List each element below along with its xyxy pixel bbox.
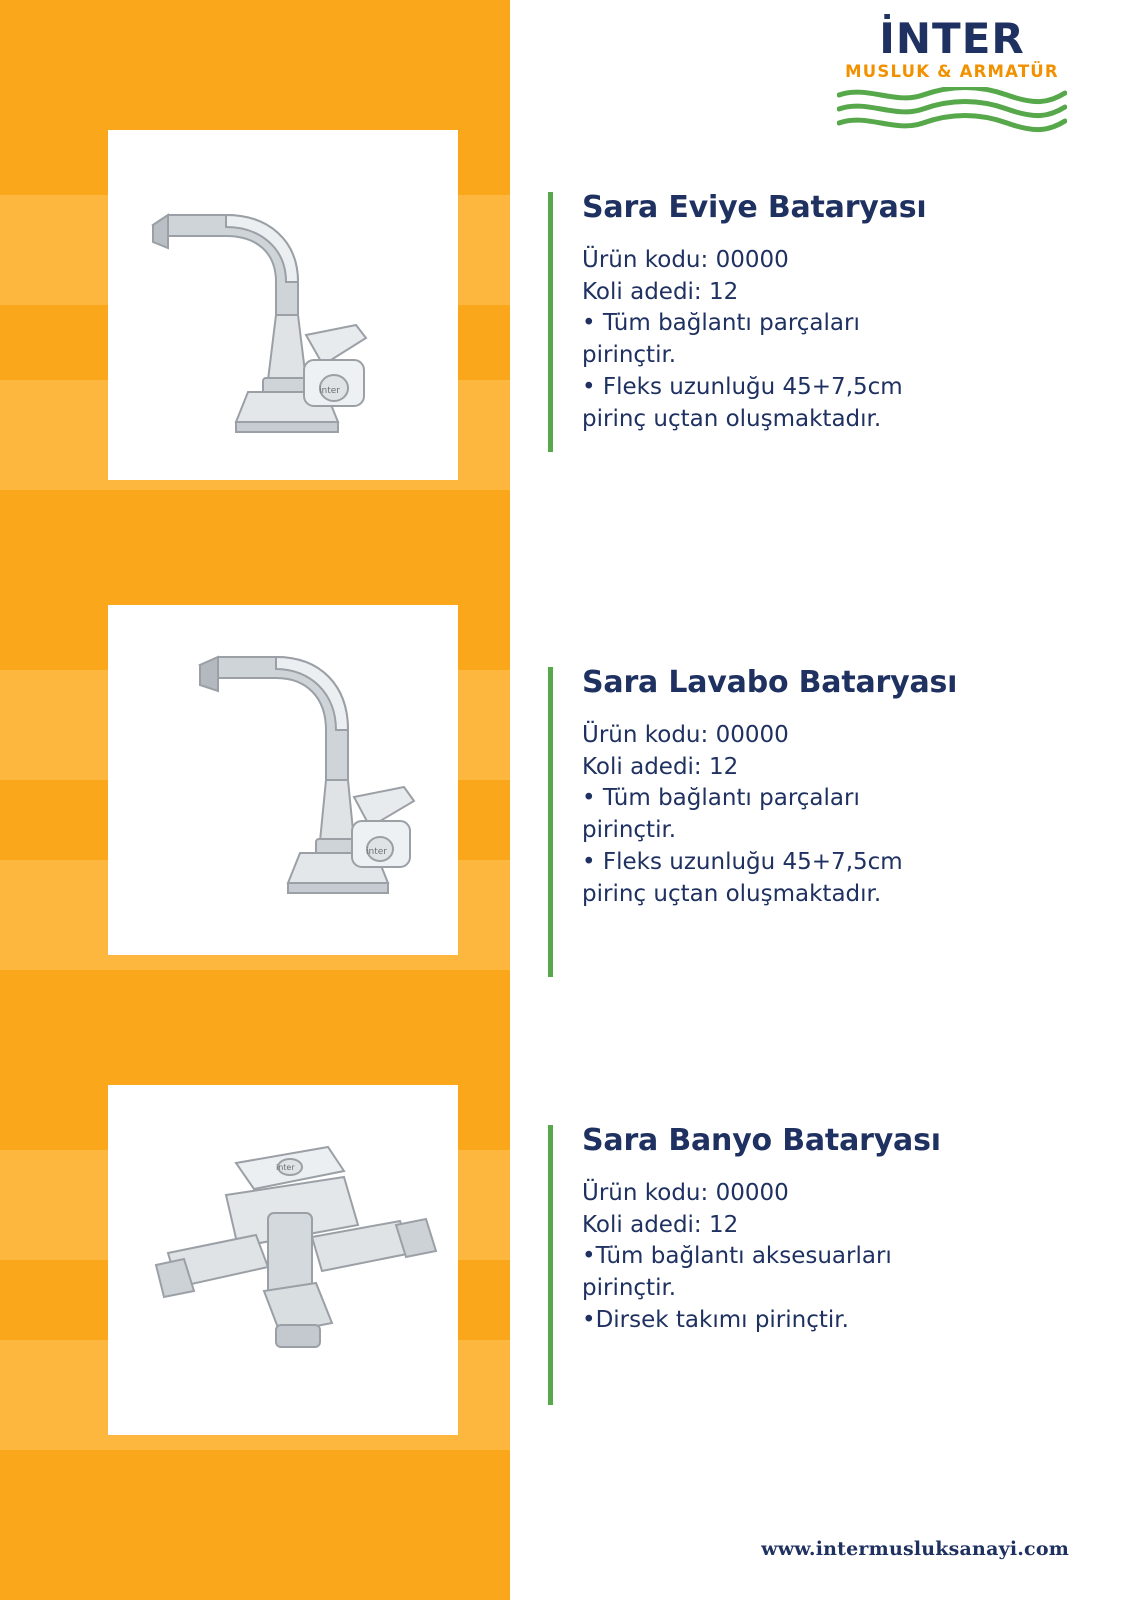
svg-text:inter: inter [366,847,387,857]
brand-tagline: MUSLUK & ARMATÜR [845,62,1059,81]
website-link[interactable]: www.intermusluksanayi.com [761,1538,1069,1560]
accent-bar [548,192,553,452]
product-code: Ürün kodu: 00000 [582,722,789,748]
product-bullet: • Tüm bağlantı parçaları [582,310,860,337]
product-info [548,130,1068,435]
brand-logo [837,14,1067,137]
basin-faucet-photo [108,605,458,955]
product-bullet-cont: pirinçtir. [582,1275,677,1302]
product-box-count: Koli adedi: 12 [582,1211,739,1238]
product-bullet: • Fleks uzunluğu 45+7,5cm [582,373,903,400]
sink-faucet-photo [108,130,458,480]
product-code: Ürün kodu: 00000 [582,247,789,273]
product-box-count: Koli adedi: 12 [582,753,739,780]
accent-bar [548,667,553,977]
product-bullet: • Fleks uzunluğu 45+7,5cm [582,848,903,875]
product-title: Sara Banyo Bataryası [582,1123,941,1158]
product-bullet: •Tüm bağlantı aksesuarları [582,1243,892,1270]
product-bullet-cont: pirinçtir. [582,342,677,369]
brand-name: İNTER [879,14,1025,63]
product-bullet-cont: pirinç uçtan oluşmaktadır. [582,405,882,432]
svg-text:inter: inter [276,1163,295,1172]
product-box-count: Koli adedi: 12 [582,278,739,305]
svg-text:inter: inter [319,386,340,396]
product-info [548,605,1068,910]
wave-icon [837,87,1067,137]
accent-bar [548,1125,553,1405]
product-code: Ürün kodu: 00000 [582,1180,789,1206]
product-bullet: • Tüm bağlantı parçaları [582,785,860,812]
product-bullet-cont: pirinçtir. [582,817,677,844]
bath-faucet-photo [108,1085,458,1435]
product-info [548,1085,1068,1337]
product-title: Sara Lavabo Bataryası [582,665,958,700]
product-title: Sara Eviye Bataryası [582,190,927,225]
product-bullet-cont: pirinç uçtan oluşmaktadır. [582,880,882,907]
product-bullet: •Dirsek takımı pirinçtir. [582,1306,849,1333]
